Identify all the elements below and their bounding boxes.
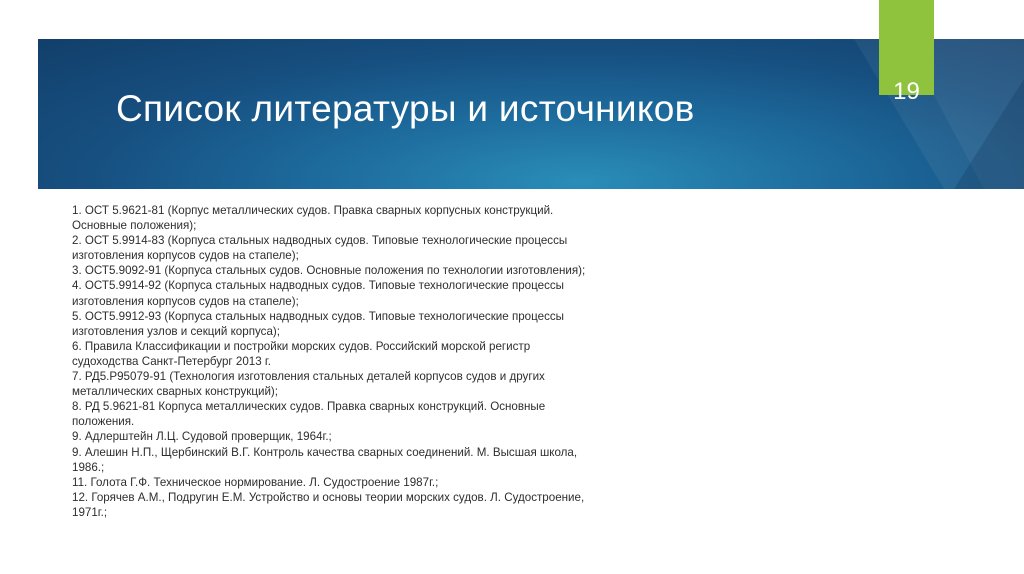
reference-item: 4. ОСТ5.9914-92 (Корпуса стальных надводных судов. Типовые технологические процессы изготовления корпусов судов на стапеле); [72,279,565,308]
reference-item: 8. РД 5.9621-81 Корпуса металлических судов. Правка сварных конструкций. Основные положения. [72,400,546,429]
reference-item: 5. ОСТ5.9912-93 (Корпуса стальных надводных судов. Типовые технологические процессы изготовления узлов и секций корпуса); [72,309,565,338]
reference-item: 1. ОСТ 5.9621-81 (Корпус металлических судов. Правка сварных корпусных конструкций. Основные положения); [72,204,554,233]
reference-item: 9. Алешин Н.П., Щербинский В.Г. Контроль качества сварных соединений. М. Высшая школа, 1986.; [72,445,578,474]
reference-item: 12. Горячев А.М., Подругин Е.М. Устройство и основы теории морских судов. Л. Судостроение, 1971г.; [72,490,585,519]
slide-title: Список литературы и источников [116,88,695,129]
reference-item: 2. ОСТ 5.9914-83 (Корпуса стальных надводных судов. Типовые технологические процессы изготовления корпусов судов на стапеле); [72,234,568,263]
reference-item: 6. Правила Классификации и постройки морских судов. Российский морской регистр судоходства Санкт-Петербург 2013 г. [72,339,531,368]
reference-item: 9. Адлерштейн Л.Ц. Судовой проверщик, 1964г.; [72,430,332,444]
reference-item: 11. Голота Г.Ф. Техническое нормирование. Л. Судостроение 1987г.; [72,475,439,489]
slide-number: 19 [893,78,920,105]
reference-item: 3. ОСТ5.9092-91 (Корпуса стальных судов. Основные положения по технологии изготовления); [72,264,586,278]
reference-item: 7. РД5.Р95079-91 (Технология изготовления стальных деталей корпусов судов и других металлических сварных конструкций); [72,370,545,399]
reference-list [72,203,592,520]
